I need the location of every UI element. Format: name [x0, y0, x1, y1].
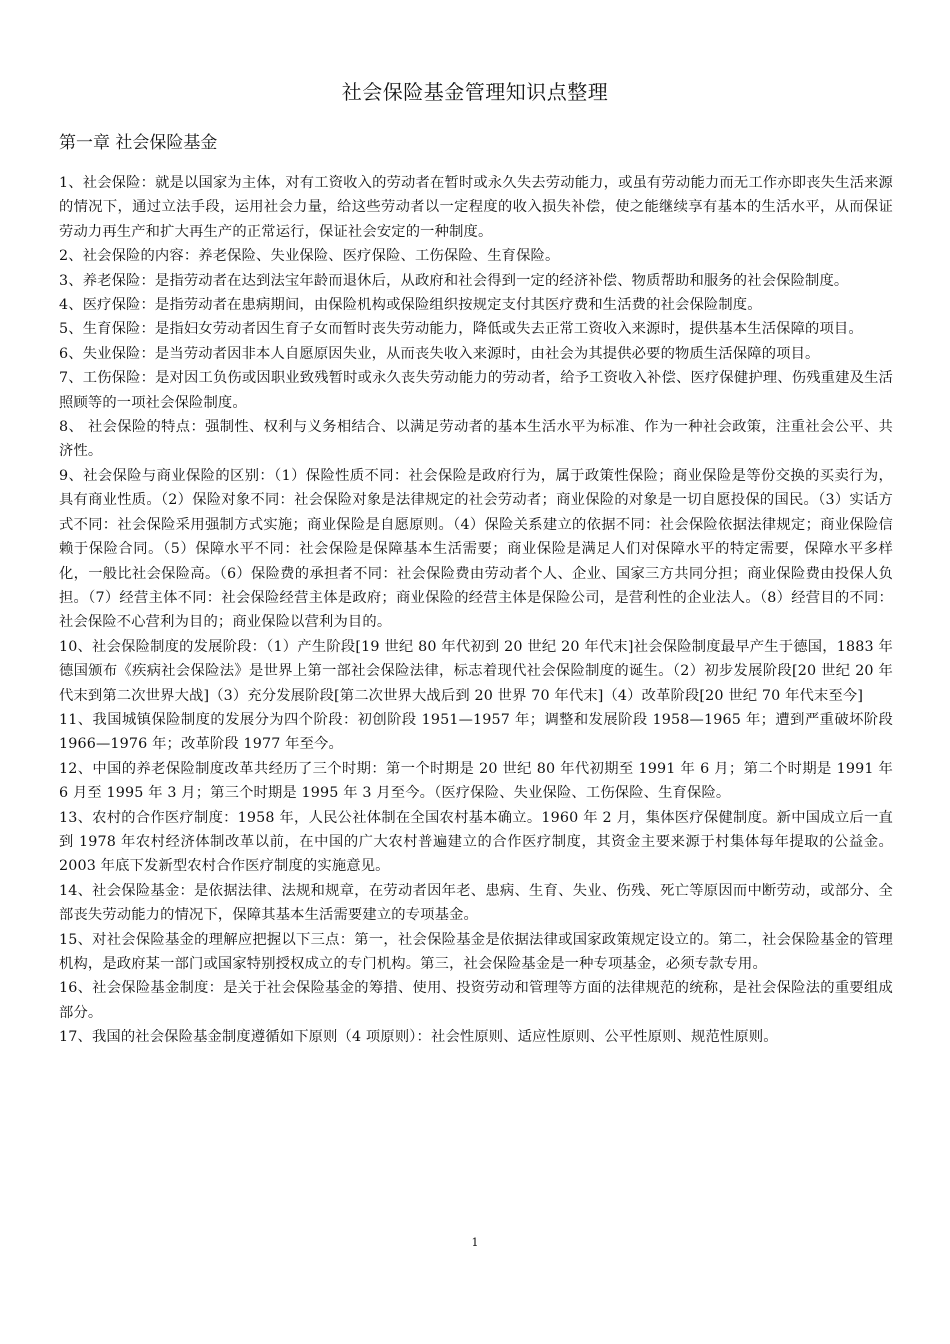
page-number: 1: [471, 1236, 479, 1249]
document-title: 社会保险基金管理知识点整理: [341, 80, 609, 104]
paragraph-9: 9、社会保险与商业保险的区别：（1）保险性质不同：社会保险是政府行为，属于政策性保险；商业保险是等份交换的买卖行为，具有商业性质。（2）保险对象不同：社会保险对象是法律规定的社会劳动者；商业保险的对象是一切自愿投保的国民。（3）实话方式不同：社会保险采用强制方式实施；商业保险是自愿原则。（4）保险关系建立的依据不同：社会保险依据法律规定；商业保险信赖于保险合同。（5）保障水平不同：社会保险是保障基本生活需要；商业保险是满足人们对保障水平的特定需要，保障水平多样化，一般比社会保险高。（6）保险费的承担者不同：社会保险费由劳动者个人、企业、国家三方共同分担；商业保险费由投保人负担。（7）经营主体不同：社会保险经营主体是政府；商业保险的经营主体是保险公司，是营利性的企业法人。（8）经营目的不同：社会保险不心营利为目的；商业保险以营利为目的。: [59, 467, 893, 631]
paragraph-1: 1、社会保险：就是以国家为主体，对有工资收入的劳动者在暂时或永久失去劳动能力，或虽有劳动能力而无工作亦即丧失生活来源的情况下，通过立法手段，运用社会力量，给这些劳动者以一定程度的收入损失补偿，使之能继续享有基本的生活水平，从而保证劳动力再生产和扩大再生产的正常运行，保证社会安定的一种制度。: [59, 175, 893, 240]
paragraph-7: 7、工伤保险：是对因工负伤或因职业致残暂时或永久丧失劳动能力的劳动者，给予工资收入补偿、医疗保健护理、伤残重建及生活照顾等的一项社会保险制度。: [59, 370, 893, 411]
document-body: [59, 171, 893, 1050]
paragraph-6: 6、失业保险：是当劳动者因非本人自愿原因失业，从而丧失收入来源时，由社会为其提供必要的物质生活保障的项目。: [59, 345, 820, 362]
paragraph-17: 17、我国的社会保险基金制度遵循如下原则（4 项原则）：社会性原则、适应性原则、公平性原则、规范性原则。: [59, 1029, 778, 1046]
paragraph-10: 10、社会保险制度的发展阶段：（1）产生阶段[19 世纪 80 年代初到 20 世纪 20 年代末]社会保险制度最早产生于德国，1883 年德国颁布《疾病社会保险法》是世界上第一部社会保险法律，标志着现代社会保险制度的诞生。（2）初步发展阶段[20 世纪 20 年代末到第二次世界大战]（3）充分发展阶段[第二次世界大战后到 20 世界 70 年代末]（4）改革阶段[20 世纪 70 年代末至今]: [59, 638, 893, 704]
paragraph-8: 8、 社会保险的特点：强制性、权利与义务相结合、以满足劳动者的基本生活水平为标准、作为一种社会政策，注重社会公平、共济性。: [59, 419, 893, 460]
paragraph-14: 14、社会保险基金：是依据法律、法规和规章，在劳动者因年老、患病、生育、失业、伤残、死亡等原因而中断劳动，或部分、全部丧失劳动能力的情况下，保障其基本生活需要建立的专项基金。: [59, 882, 893, 924]
paragraph-12: 12、中国的养老保险制度改革共经历了三个时期：第一个时期是 20 世纪 80 年代初期至 1991 年 6 月；第二个时期是 1991 年 6 月至 1995 年 3 月；第三个时期是 1995 年 3 月至今。（医疗保险、失业保险、工伤保险、生育保险。: [59, 760, 893, 802]
paragraph-3: 3、养老保险：是指劳动者在达到法宝年龄而退休后，从政府和社会得到一定的经济补偿、物质帮助和服务的社会保险制度。: [59, 272, 849, 289]
paragraph-11: 11、我国城镇保险制度的发展分为四个阶段：初创阶段 1951—1957 年；调整和发展阶段 1958—1965 年；遭到严重破坏阶段 1966—1976 年；改革阶段 1977 年至今。: [59, 711, 893, 753]
paragraph-5: 5、生育保险：是指妇女劳动者因生育子女而暂时丧失劳动能力，降低或失去正常工资收入来源时，提供基本生活保障的项目。: [59, 321, 863, 338]
chapter-heading: 第一章 社会保险基金: [59, 133, 218, 153]
paragraph-15: 15、对社会保险基金的理解应把握以下三点：第一，社会保险基金是依据法律或国家政策规定设立的。第二，社会保险基金的管理机构，是政府某一部门或国家特别授权成立的专门机构。第三，社会保险基金是一种专项基金，必须专款专用。: [59, 931, 893, 972]
paragraph-16: 16、社会保险基金制度：是关于社会保险基金的筹措、使用、投资劳动和管理等方面的法律规范的统称，是社会保险法的重要组成部分。: [59, 980, 893, 1021]
paragraph-2: 2、社会保险的内容：养老保险、失业保险、医疗保险、工伤保险、生育保险。: [59, 248, 560, 265]
paragraph-13: 13、农村的合作医疗制度：1958 年，人民公社体制在全国农村基本确立。1960 年 2 月，集体医疗保健制度。新中国成立后一直到 1978 年农村经济体制改革以前，在中国的广大农村普遍建立的合作医疗制度，其资金主要来源于村集体每年提取的公益金。2003 年底下发新型农村合作医疗制度的实施意见。: [59, 809, 893, 875]
paragraph-4: 4、医疗保险：是指劳动者在患病期间，由保险机构或保险组织按规定支付其医疗费和生活费的社会保险制度。: [59, 297, 762, 314]
